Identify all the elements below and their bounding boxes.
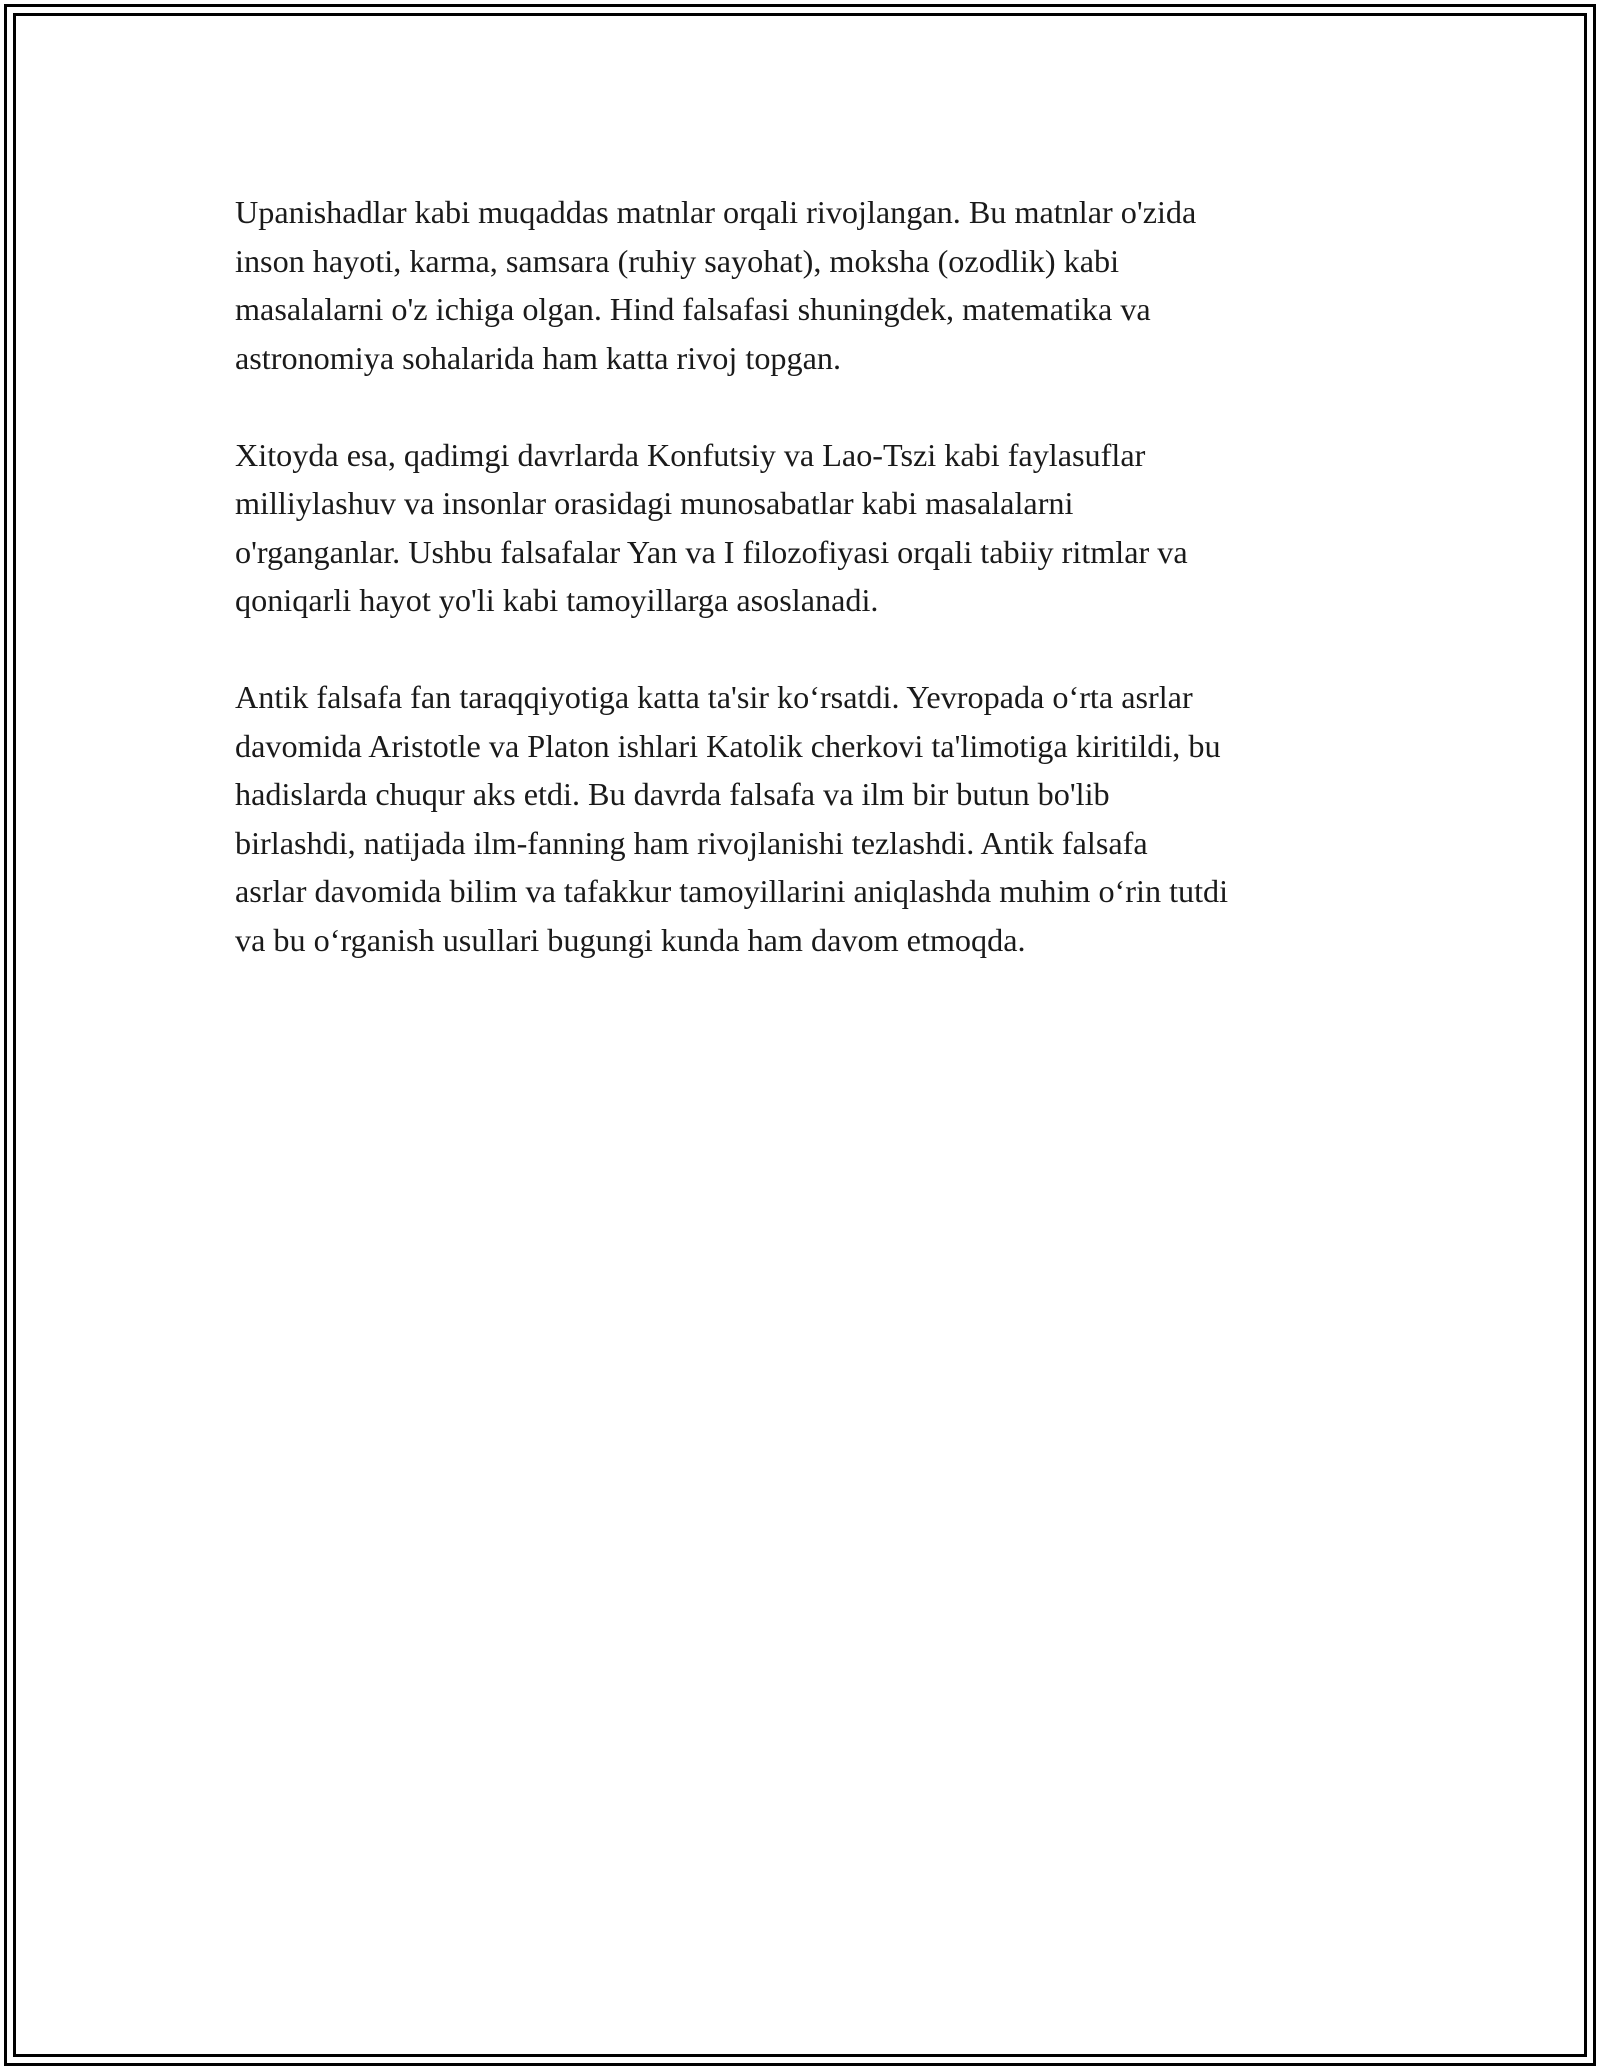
paragraph-xitoy-falsafasi	[235, 431, 1385, 625]
paragraph-hind-falsafasi	[235, 188, 1385, 382]
text-line: Antik falsafa fan taraqqiyotiga katta ta'sir ko‘rsatdi. Yevropada o‘rta asrlar	[235, 679, 1193, 715]
paragraph-antik-falsafa	[235, 673, 1385, 964]
text-line: va bu o‘rganish usullari bugungi kunda ham davom etmoqda.	[235, 921, 1026, 958]
text-line: astronomiya sohalarida ham katta rivoj topgan.	[235, 339, 842, 376]
document-body	[235, 188, 1385, 1013]
text-line: asrlar davomida bilim va tafakkur tamoyillarini aniqlashda muhim o‘rin tutdi	[235, 873, 1229, 909]
text-line: milliylashuv va insonlar orasidagi munosabatlar kabi masalalarni	[235, 485, 1074, 521]
text-line: o'rganganlar. Ushbu falsafalar Yan va I filozofiyasi orqali tabiiy ritmlar va	[235, 533, 1188, 570]
text-line: Xitoyda esa, qadimgi davrlarda Konfutsiy va Lao-Tszi kabi faylasuflar	[235, 436, 1146, 473]
text-line: inson hayoti, karma, samsara (ruhiy sayohat), moksha (ozodlik) kabi	[235, 242, 1120, 279]
text-line: masalalarni o'z ichiga olgan. Hind falsafasi shuningdek, matematika va	[235, 291, 1151, 327]
text-line: davomida Aristotle va Platon ishlari Katolik cherkovi ta'limotiga kiritildi, bu	[235, 727, 1221, 764]
text-line: birlashdi, natijada ilm-fanning ham rivojlanishi tezlashdi. Antik falsafa	[235, 824, 1148, 861]
text-line: Upanishadlar kabi muqaddas matnlar orqali rivojlangan. Bu matnlar o'zida	[235, 194, 1197, 230]
text-line: qoniqarli hayot yo'li kabi tamoyillarga asoslanadi.	[235, 582, 879, 618]
text-line: hadislarda chuqur aks etdi. Bu davrda falsafa va ilm bir butun bo'lib	[235, 776, 1110, 812]
